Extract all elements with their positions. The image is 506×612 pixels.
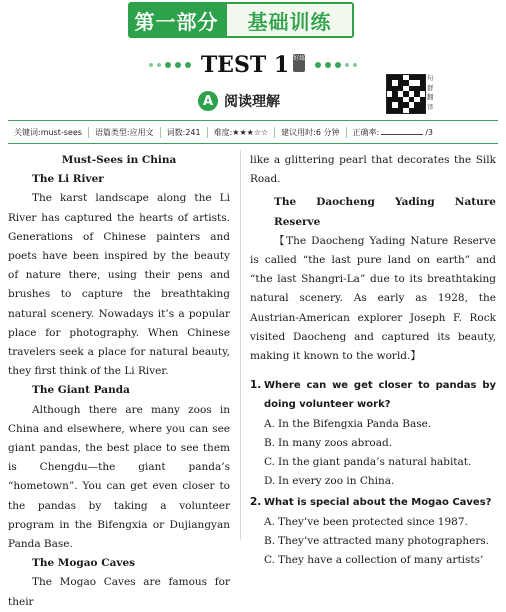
article-right-column xyxy=(250,151,496,570)
article-title: Must-Sees in China xyxy=(61,154,177,166)
test-title: TEST 1 xyxy=(200,52,290,78)
section-letter-badge: A xyxy=(198,91,218,111)
option-2b[interactable]: B. They’ve attracted many photographers. xyxy=(264,534,490,547)
info-suggested-time: 建议用时:6 分钟 xyxy=(275,127,346,138)
section-heading-giant-panda: The Giant Panda xyxy=(32,384,130,397)
right-dots-decoration xyxy=(315,62,357,68)
paragraph-giant-panda: Although there are many zoos in China and elsewhere, where you can see giant pandas, the best place to see them is Chengdu—the giant panda’s “hometown”. You can get even closer to the pandas by taking a volunteer program in the Bifengxia or Dujiangyan Panda Base. xyxy=(8,403,230,551)
question-2-text: What is special about the Mogao Caves? xyxy=(264,497,492,509)
paragraph-li-river: The karst landscape along the Li River has captured the hearts of artists. Generations of Chinese painters and poets have been inspired by the beauty of nature there, using their pens and brushes to capture the breathtaking natural scenery. Nowadays it’s a popular place for photography. When Chinese travelers seek a place for natural beauty, they first think of the Li River. xyxy=(8,192,230,378)
question-1-options xyxy=(250,415,496,492)
info-keywords: 关键词:must-sees xyxy=(8,127,89,138)
section-heading-daocheng-yading: The Daocheng Yading Nature Reserve xyxy=(274,196,496,228)
question-2-options xyxy=(250,513,496,571)
question-1-text: Where can we get closer to pandas by doing volunteer work? xyxy=(264,380,496,411)
option-2a[interactable]: A. They’ve been protected since 1987. xyxy=(264,515,468,528)
paragraph-mogao-caves-continued: like a glittering pearl that decorates the Silk Road. xyxy=(250,154,496,186)
section-name: 阅读理解 xyxy=(224,94,280,110)
column-divider xyxy=(240,150,241,540)
info-difficulty: 难度:★★★☆☆ xyxy=(208,127,276,138)
info-genre: 语篇类型:应用文 xyxy=(89,127,161,138)
option-1b[interactable]: B. In many zoos abroad. xyxy=(264,436,393,449)
section-heading-mogao-caves: The Mogao Caves xyxy=(32,557,136,570)
option-2c[interactable]: C. They have a collection of many artists’ xyxy=(264,554,484,567)
qr-code-icon[interactable] xyxy=(386,74,426,114)
question-1: 1. Where can we get closer to pandas by doing volunteer work? xyxy=(250,376,496,414)
test-tag: 好练 xyxy=(293,54,305,72)
option-1a[interactable]: A. In the Bifengxia Panda Base. xyxy=(264,417,432,430)
info-bar xyxy=(8,120,498,144)
section-heading xyxy=(198,90,280,112)
accuracy-blank[interactable] xyxy=(381,134,423,135)
paragraph-mogao-caves-start: The Mogao Caves are famous for their xyxy=(8,576,230,608)
info-accuracy: 正确率: /3 xyxy=(352,127,433,137)
paragraph-daocheng-yading: 【The Daocheng Yading Nature Reserve is called “the last pure land on earth” and “the last Shangri-La” due to its breathtaking natural scenery. As early as 1928, the Austrian-American explorer Joseph F. Rock visited Daocheng and captured its beauty, making it known to the world.】 xyxy=(250,234,496,363)
banner-title: 基础训练 xyxy=(225,2,354,38)
question-2: 2. What is special about the Mogao Caves? xyxy=(250,493,496,512)
qr-label: 句 群 翻 译 xyxy=(427,74,434,111)
option-1c[interactable]: C. In the giant panda’s natural habitat. xyxy=(264,456,472,469)
section-heading-li-river: The Li River xyxy=(32,173,104,186)
option-1d[interactable]: D. In every zoo in China. xyxy=(264,475,395,488)
article-left-column xyxy=(8,151,230,612)
part-banner xyxy=(128,2,354,38)
banner-part-label: 第一部分 xyxy=(128,2,225,38)
left-dots-decoration xyxy=(149,62,191,68)
info-word-count: 词数:241 xyxy=(161,127,208,138)
